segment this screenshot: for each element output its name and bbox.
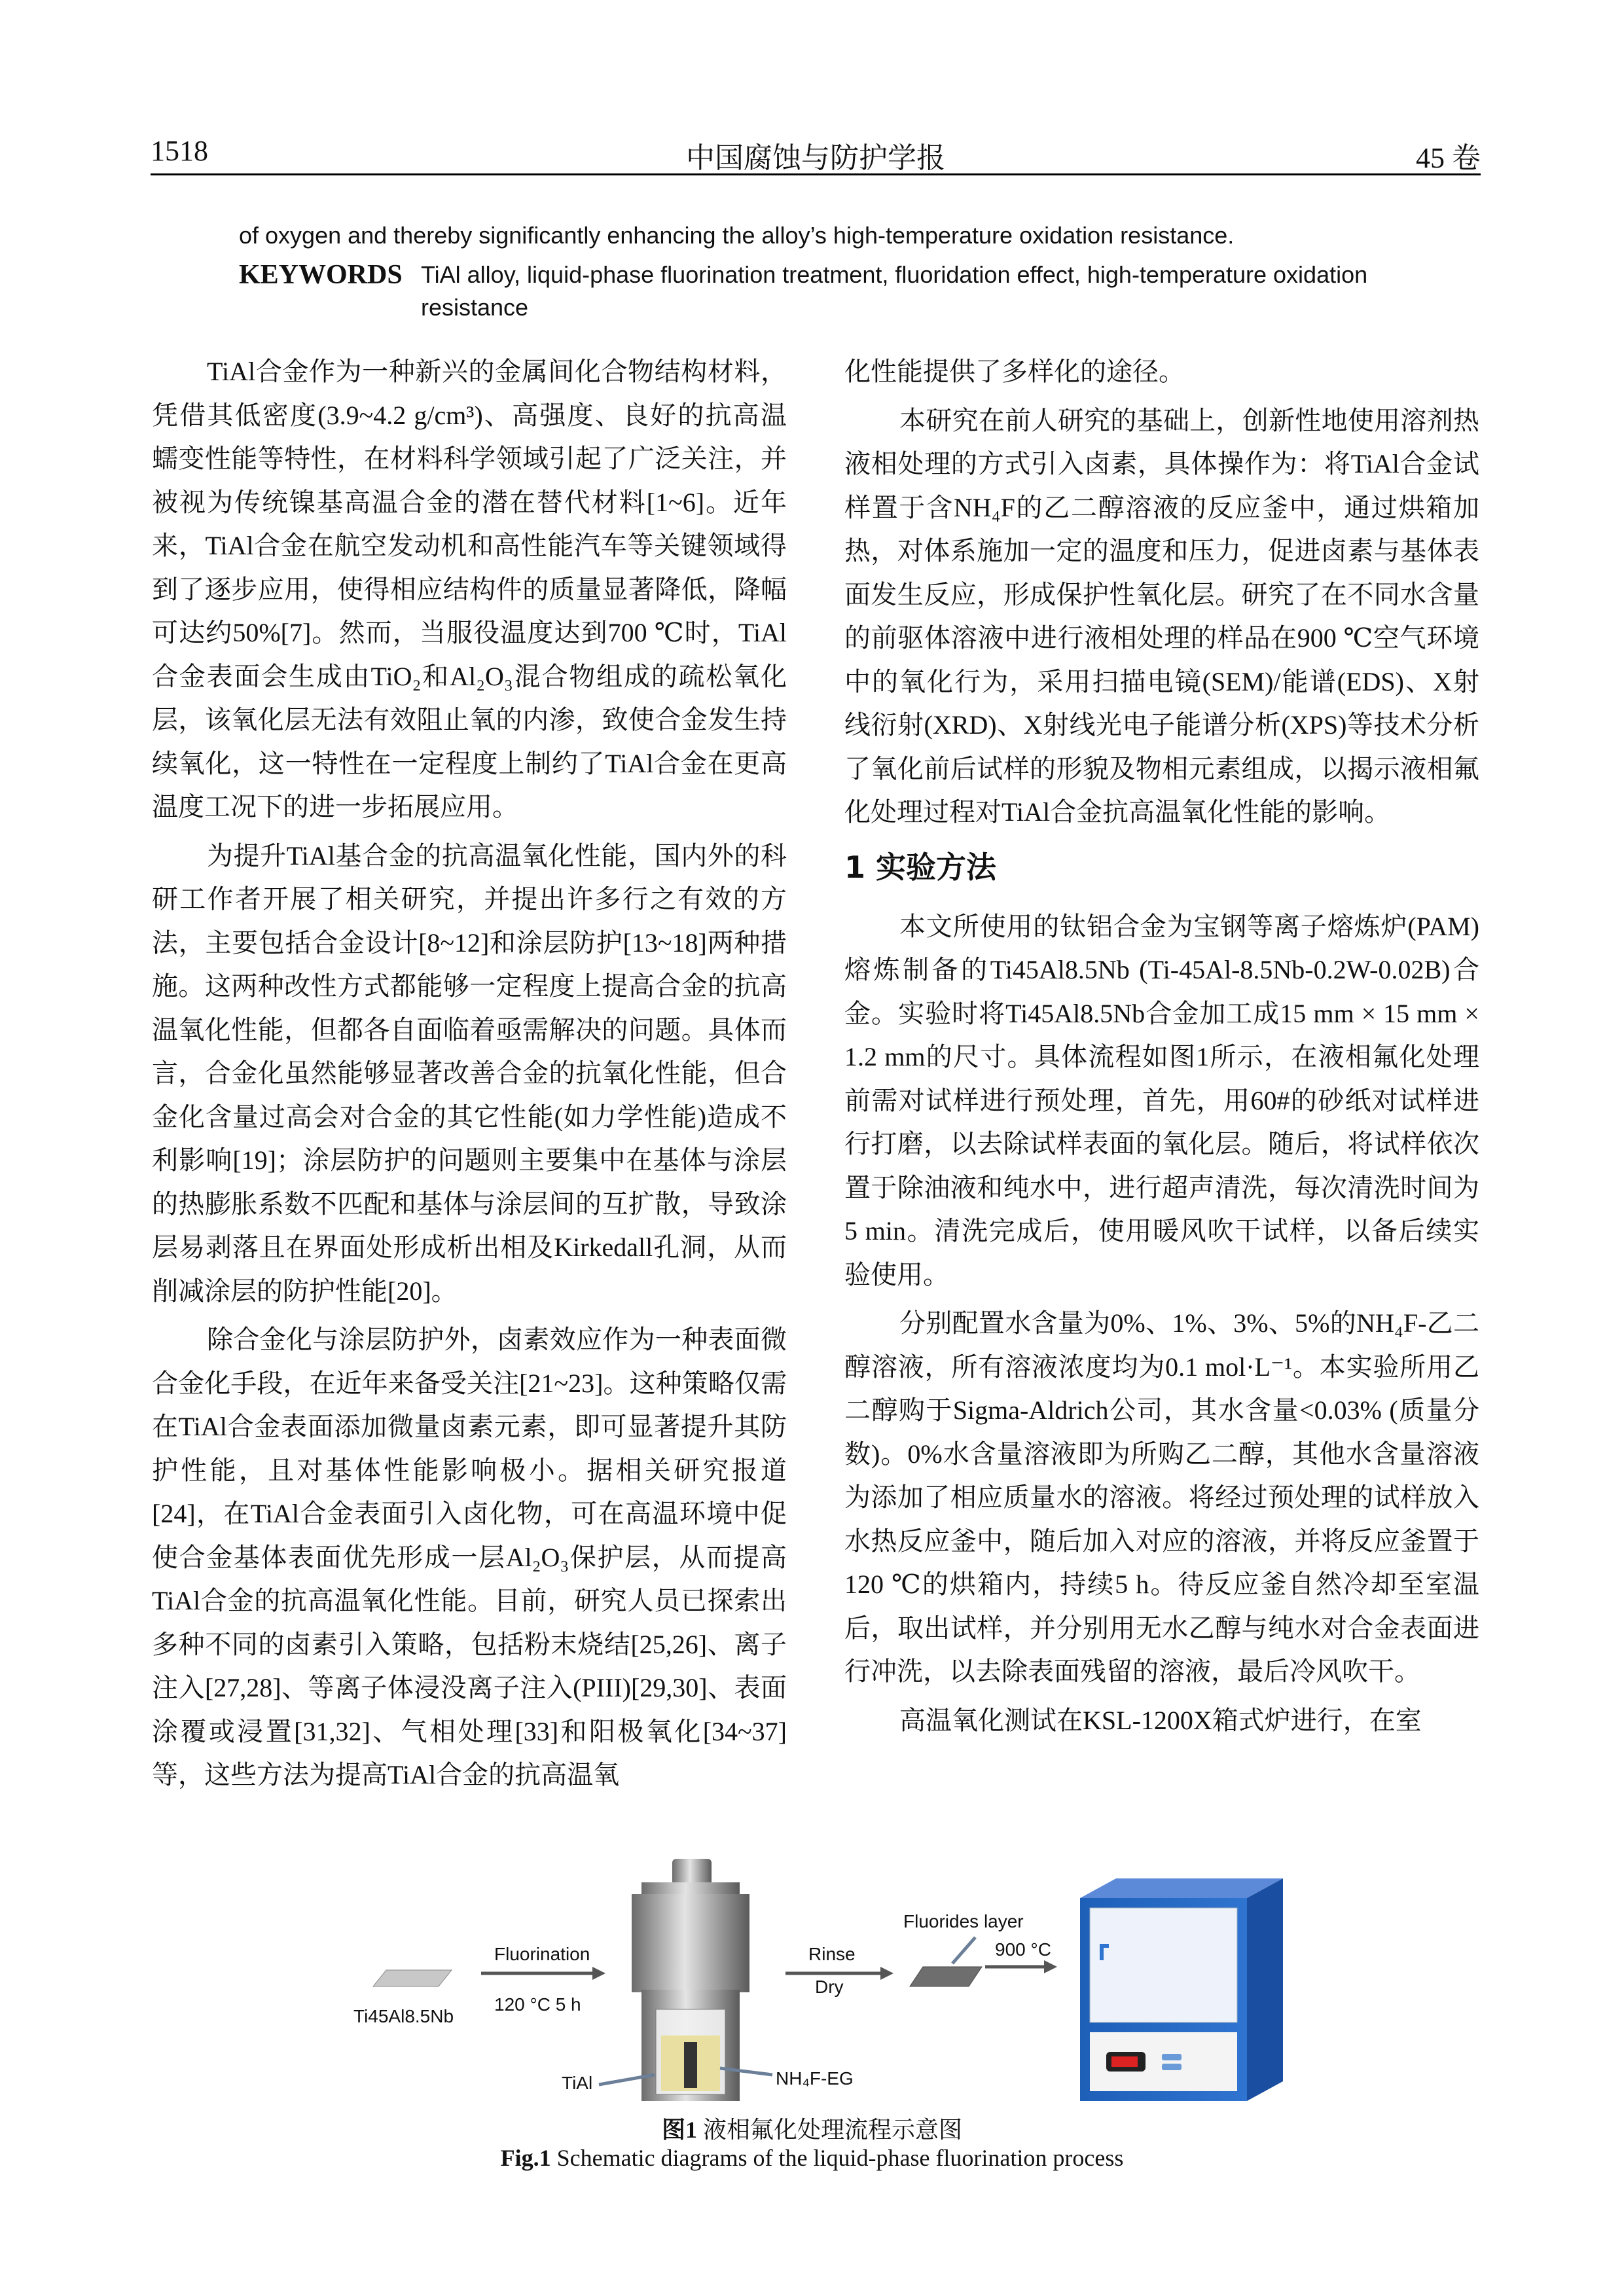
conditions-label: 120 °C 5 h bbox=[494, 1994, 581, 2015]
sample-plate bbox=[373, 1970, 452, 1986]
pointer-layer bbox=[952, 1937, 975, 1964]
caption-text-cn: 液相氟化处理流程示意图 bbox=[697, 2117, 963, 2143]
temperature-label: 900 °C bbox=[995, 1939, 1051, 1960]
sample-label: Ti45Al8.5Nb bbox=[353, 2006, 454, 2026]
tial-label: TiAl bbox=[562, 2073, 593, 2093]
rinse-label: Rinse bbox=[808, 1944, 856, 1964]
volume-label: 45 卷 bbox=[1416, 142, 1481, 174]
abstract-tail: of oxygen and thereby significantly enhancing the alloy’s high-temperature oxidation resistance. bbox=[239, 222, 1235, 249]
dry-label: Dry bbox=[815, 1977, 844, 1997]
paragraph: 分别配置水含量为0%、1%、3%、5%的NH₄F-乙二醇溶液，所有溶液浓度均为0.1 mol·L⁻¹。本实验所用乙二醇购于Sigma-Aldrich公司，其水含量<0.03% (质量分数)。0%水含量溶液即为所购乙二醇，其他水含量溶液为添加了相应质量水的溶液。将经过预处理的试样放入水热反应釜中，随后加入对应的溶液，并将反应釜置于120 ℃的烘箱内，持续5 h。待反应釜自然冷却至室温后，取出试样，并分别用无水乙醇与纯水对合金表面进行冲洗，以去除表面残留的溶液，最后冷风吹干。 bbox=[844, 1308, 1479, 1686]
paragraph: 为提升TiAl基合金的抗高温氧化性能，国内外的科研工作者开展了相关研究，并提出许多行之有效的方法，主要包括合金设计[8~12]和涂层防护[13~18]两种措施。这两种改性方式都能够一定程度上提高合金的抗高温氧化性能，但都各自面临着亟需解决的问题。具体而言，合金化虽然能够显著改善合金的抗氧化性能，但合金化含量过高会对合金的其它性能(如力学性能)造成不利影响[19]；涂层防护的问题则主要集中在基体与涂层的热膨胀系数不匹配和基体与涂层间的互扩散，导致涂层易剥落且在界面处形成析出相及Kirkedall孔洞，从而削减涂层的防护性能[20]。 bbox=[152, 840, 787, 1306]
fluorination-label: Fluorination bbox=[494, 1944, 590, 1964]
section-heading: 1 实验方法 bbox=[844, 849, 997, 885]
page-number: 1518 bbox=[151, 135, 208, 167]
fluorinated-sample bbox=[910, 1967, 982, 1986]
process-schematic bbox=[353, 1859, 1492, 2108]
solution-label: NH₄F-EG bbox=[776, 2068, 854, 2089]
furnace-icon bbox=[1080, 1878, 1283, 2101]
caption-text-en: Schematic diagrams of the liquid-phase fluorination process bbox=[550, 2145, 1124, 2171]
arrow-head bbox=[592, 1967, 605, 1980]
arrow-head bbox=[880, 1967, 893, 1980]
figure-caption-cn bbox=[0, 2111, 1624, 2145]
paragraph: TiAl合金作为一种新兴的金属间化合物结构材料，凭借其低密度(3.9~4.2 g/cm³)、高强度、良好的抗高温蠕变性能等特性，在材料科学领域引起了广泛关注，并被视为传统镍基高温合金的潜在替代材料[1~6]。近年来，TiAl合金在航空发动机和高性能汽车等关键领域得到了逐步应用，使得相应结构件的质量显著降低，降幅可达约50%[7]。然而，当服役温度达到700 ℃时，TiAl合金表面会生成由TiO₂和Al₂O₃混合物组成的疏松氧化层，该氧化层无法有效阻止氧的内渗，致使合金发生持续氧化，这一特性在一定程度上制约了TiAl合金在更高温度工况下的进一步拓展应用。 bbox=[152, 357, 787, 821]
journal-title: 中国腐蚀与防护学报 bbox=[686, 142, 945, 174]
paragraph: 本研究在前人研究的基础上，创新性地使用溶剂热液相处理的方式引入卤素，具体操作为：将TiAl合金试样置于含NH₄F的乙二醇溶液的反应釜中，通过烘箱加热，对体系施加一定的温度和压力，促进卤素与基体表面发生反应，形成保护性氧化层。研究了在不同水含量的前驱体溶液中进行液相处理的样品在900 ℃空气环境中的氧化行为，采用扫描电镜(SEM)/能谱(EDS)、X射线衍射(XRD)、X射线光电子能谱分析(XPS)等技术分析了氧化前后试样的形貌及物相元素组成，以揭示液相氟化处理过程对TiAl合金抗高温氧化性能的影响。 bbox=[844, 405, 1479, 827]
running-header bbox=[151, 134, 1481, 175]
arrow-head bbox=[1044, 1960, 1057, 1973]
figure-number-cn: 图1 bbox=[661, 2117, 697, 2143]
right-column bbox=[844, 350, 1479, 1742]
fluorides-layer-label: Fluorides layer bbox=[903, 1911, 1024, 1931]
autoclave-icon bbox=[632, 1859, 749, 2101]
paragraph: 本文所使用的钛铝合金为宝钢等离子熔炼炉(PAM)熔炼制备的Ti45Al8.5Nb (Ti-45Al-8.5Nb-0.2W-0.02B)合金。实验时将Ti45Al8.5Nb合金加工成15 mm × 15 mm × 1.2 mm的尺寸。具体流程如图1所示，在液相氟化处理前需对试样进行预处理，首先，用60#的砂纸对试样进行打磨，以去除试样表面的氧化层。随后，将试样依次置于除油液和纯水中，进行超声清洗，每次清洗时间为5 min。清洗完成后，使用暖风吹干试样，以备后续实验使用。 bbox=[844, 911, 1479, 1289]
keywords-text: TiAl alloy, liquid-phase fluorination treatment, fluoridation effect, high-temperature oxidation resistance bbox=[421, 261, 1368, 321]
figure-caption-en bbox=[0, 2144, 1624, 2172]
paragraph: 除合金化与涂层防护外，卤素效应作为一种表面微合金化手段，在近年来备受关注[21~23]。这种策略仅需在TiAl合金表面添加微量卤素元素，即可显著提升其防护性能，且对基体性能影响极小。据相关研究报道[24]，在TiAl合金表面引入卤化物，可在高温环境中促使合金基体表面优先形成一层Al₂O₃保护层，从而提高TiAl合金的抗高温氧化性能。目前，研究人员已探索出多种不同的卤素引入策略，包括粉末烧结[25,26]、离子注入[27,28]、等离子体浸没离子注入(PIII)[29,30]、表面涂覆或浸置[31,32]、气相处理[33]和阳极氧化[34~37]等，这些方法为提高TiAl合金的抗高温氧 bbox=[152, 1325, 787, 1789]
figure-number-en: Fig.1 bbox=[500, 2145, 551, 2171]
keywords-label: KEYWORDS bbox=[239, 260, 403, 290]
paragraph: 化性能提供了多样化的途径。 bbox=[844, 357, 1185, 386]
paragraph: 高温氧化测试在KSL-1200X箱式炉进行，在室 bbox=[899, 1705, 1422, 1735]
left-column bbox=[152, 350, 787, 1797]
